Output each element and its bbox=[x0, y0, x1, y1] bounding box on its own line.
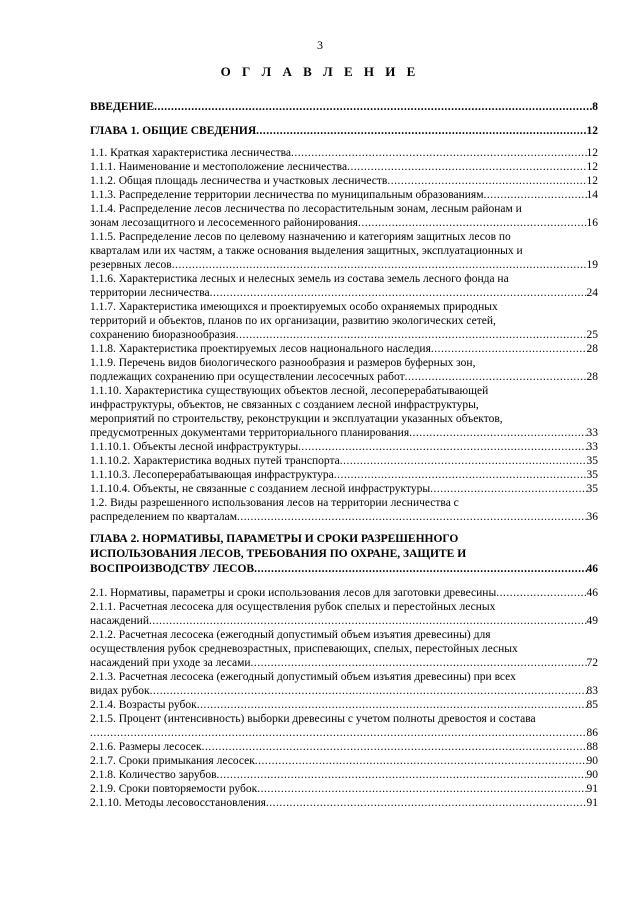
dot-leader bbox=[150, 684, 587, 698]
dot-leader bbox=[347, 160, 586, 174]
toc-entry-text: территории лесничества bbox=[90, 287, 210, 299]
toc-entry-text: инфраструктуры, объектов, не связанных с созданием лесной инфраструктуры, bbox=[90, 399, 479, 411]
toc-entry-text: 2.1.5. Процент (интенсивность) выборки древесины с учетом полноты древостоя и состава bbox=[90, 713, 536, 725]
toc-entry[interactable] bbox=[90, 600, 598, 628]
toc-page-number: 19 bbox=[586, 259, 598, 271]
toc-entry[interactable] bbox=[90, 100, 598, 114]
dot-leader bbox=[409, 426, 586, 440]
toc-entry-text: 1.1.1. Наименование и местоположение лесничества bbox=[90, 161, 348, 173]
toc-entry-text: 1.1.10. Характеристика существующих объектов лесной, лесоперерабатывающей bbox=[90, 385, 489, 397]
toc-entry-text: 1.1.6. Характеристика лесных и нелесных земель из состава земель лесного фонда на bbox=[90, 273, 509, 285]
toc-entry-text: 1.1.8. Характеристика проектируемых лесов национального наследия bbox=[90, 343, 431, 355]
toc-entry-text: насаждений bbox=[90, 615, 149, 627]
dot-leader bbox=[172, 258, 587, 272]
toc-entry[interactable] bbox=[90, 342, 598, 356]
toc-entry-text: ГЛАВА 1. ОБЩИЕ СВЕДЕНИЯ bbox=[90, 125, 257, 137]
toc-page-number: 28 bbox=[586, 371, 598, 383]
dot-leader bbox=[149, 614, 587, 628]
toc-entry-text: 2.1.2. Расчетная лесосека (ежегодный допустимый объем изъятия древесины) для bbox=[90, 629, 491, 641]
toc-entry-text: 2.1.4. Возрасты рубок bbox=[90, 699, 197, 711]
toc-entry[interactable] bbox=[90, 160, 598, 174]
toc-page-number: 12 bbox=[586, 175, 598, 187]
dot-leader bbox=[387, 174, 586, 188]
toc-page-number: 88 bbox=[586, 741, 598, 753]
dot-leader bbox=[257, 782, 586, 796]
toc-entry-text: ВВЕДЕНИЕ bbox=[90, 101, 155, 113]
toc-entry[interactable] bbox=[90, 482, 598, 496]
toc-page-number: 14 bbox=[586, 189, 598, 201]
toc-page-number: 12 bbox=[586, 161, 598, 173]
toc-entry[interactable] bbox=[90, 202, 598, 230]
toc-entry-text: 1.1.3. Распределение территории лесничества по муниципальным образованиям bbox=[90, 189, 484, 201]
toc-page-number: 8 bbox=[592, 101, 598, 113]
toc-page-number: 28 bbox=[586, 343, 598, 355]
toc-page-number: 90 bbox=[586, 769, 598, 781]
toc-entry[interactable] bbox=[90, 356, 598, 384]
dot-leader bbox=[255, 754, 587, 768]
dot-leader bbox=[197, 698, 587, 712]
dot-leader bbox=[340, 454, 587, 468]
toc-entry[interactable] bbox=[90, 754, 598, 768]
toc-page-number: 46 bbox=[586, 563, 598, 575]
toc-page-number: 91 bbox=[586, 783, 598, 795]
dot-leader bbox=[430, 482, 586, 496]
toc-entry-text: 2.1. Нормативы, параметры и сроки использования лесов для заготовки древесины bbox=[90, 587, 497, 599]
toc-page-number: 33 bbox=[586, 441, 598, 453]
dot-leader bbox=[266, 796, 587, 810]
dot-leader bbox=[210, 286, 587, 300]
toc-page-number: 85 bbox=[586, 699, 598, 711]
toc-entry[interactable] bbox=[90, 146, 598, 160]
toc-page-number: 83 bbox=[586, 685, 598, 697]
toc-entry-text: 1.2. Виды разрешенного использования лесов на территории лесничества с bbox=[90, 497, 459, 509]
toc-entry-text: 1.1.5. Распределение лесов по целевому назначению и категориям защитных лесов по bbox=[90, 231, 511, 243]
toc-entry[interactable] bbox=[90, 384, 598, 440]
toc-entry[interactable] bbox=[90, 698, 598, 712]
toc-page-number: 16 bbox=[586, 217, 598, 229]
toc-page-number: 90 bbox=[586, 755, 598, 767]
dot-leader bbox=[90, 726, 587, 740]
toc-entry[interactable] bbox=[90, 670, 598, 698]
toc-page-number: 25 bbox=[586, 329, 598, 341]
toc-entry-text: резервных лесов bbox=[90, 259, 172, 271]
toc-entry-text: ВОСПРОИЗВОДСТВУ ЛЕСОВ bbox=[90, 563, 255, 575]
toc-entry-text: 1.1.9. Перечень видов биологического разнообразия и размеров буферных зон, bbox=[90, 357, 476, 369]
dot-leader bbox=[291, 146, 587, 160]
toc-entry-text: 1.1.10.2. Характеристика водных путей транспорта bbox=[90, 455, 340, 467]
toc-entry-text: 2.1.10. Методы лесовосстановления bbox=[90, 797, 266, 809]
toc-entry-text: 1.1.10.1. Объекты лесной инфраструктуры bbox=[90, 441, 299, 453]
toc-entry-text: 1.1.4. Распределение лесов лесничества по лесорастительным зонам, лесным районам и bbox=[90, 203, 522, 215]
toc-page-number: 46 bbox=[586, 587, 598, 599]
toc-entry-text: 2.1.7. Сроки примыкания лесосек bbox=[90, 755, 255, 767]
toc-entry[interactable] bbox=[90, 188, 598, 202]
toc-entry[interactable] bbox=[90, 230, 598, 272]
toc-entry-text: насаждений при уходе за лесами bbox=[90, 657, 251, 669]
toc-entry-text: 1.1. Краткая характеристика лесничества bbox=[90, 147, 291, 159]
toc-page-number: 24 bbox=[586, 287, 598, 299]
dot-leader bbox=[431, 342, 587, 356]
toc-page-number: 91 bbox=[586, 797, 598, 809]
dot-leader bbox=[154, 100, 592, 114]
toc-entry-text: сохранению биоразнообразия bbox=[90, 329, 236, 341]
toc-entry[interactable] bbox=[90, 532, 598, 576]
toc-entry[interactable] bbox=[90, 174, 598, 188]
toc-entry-text: видах рубок bbox=[90, 685, 150, 697]
toc-page-number: 86 bbox=[586, 727, 598, 739]
dot-leader bbox=[496, 586, 586, 600]
toc-entry-text: 2.1.1. Расчетная лесосека для осуществления рубок спелых и перестойных лесных bbox=[90, 601, 496, 613]
dot-leader bbox=[405, 370, 587, 384]
toc-entry-text: зонам лесозащитного и лесосеменного районирования bbox=[90, 217, 358, 229]
toc-entry-text: 1.1.2. Общая площадь лесничества и участковых лесничеств bbox=[90, 175, 388, 187]
dot-leader bbox=[334, 468, 587, 482]
toc-entry-text: кварталам или их частям, а также основания выделения защитных, эксплуатационных и bbox=[90, 245, 523, 257]
toc-entry[interactable] bbox=[90, 468, 598, 482]
toc-entry-text: 1.1.10.4. Объекты, не связанные с созданием лесной инфраструктуры bbox=[90, 483, 431, 495]
toc-entry-text: 2.1.3. Расчетная лесосека (ежегодный допустимый объем изъятия древесины) при всех bbox=[90, 671, 516, 683]
toc-entry[interactable] bbox=[90, 586, 598, 600]
toc-page-number: 35 bbox=[586, 483, 598, 495]
toc-entry-text: 2.1.6. Размеры лесосек bbox=[90, 741, 202, 753]
dot-leader bbox=[483, 188, 586, 202]
dot-leader bbox=[217, 768, 587, 782]
toc-entry-text: 2.1.8. Количество зарубов bbox=[90, 769, 217, 781]
toc-entry-text: осуществления рубок средневозрастных, приспевающих, спелых, перестойных лесных bbox=[90, 643, 518, 655]
toc-entry-text: подлежащих сохранению при осуществлении лесосечных работ bbox=[90, 371, 405, 383]
toc-entry[interactable] bbox=[90, 272, 598, 300]
toc-entry[interactable] bbox=[90, 454, 598, 468]
page-number: 3 bbox=[317, 38, 323, 52]
dot-leader bbox=[202, 740, 587, 754]
toc-entry[interactable] bbox=[90, 628, 598, 670]
toc-page-number: 72 bbox=[586, 657, 598, 669]
toc-page-number: 36 bbox=[586, 511, 598, 523]
toc-page-number: 35 bbox=[586, 455, 598, 467]
dot-leader bbox=[256, 124, 586, 138]
toc-entry[interactable] bbox=[90, 712, 598, 740]
toc-entry[interactable] bbox=[90, 796, 598, 810]
toc-entry-text: предусмотренных документами территориального планирования bbox=[90, 427, 410, 439]
toc-entry-text: 1.1.10.3. Лесоперерабатывающая инфраструктура bbox=[90, 469, 334, 481]
toc-entry[interactable] bbox=[90, 300, 598, 342]
dot-leader bbox=[254, 562, 586, 576]
dot-leader bbox=[298, 440, 586, 454]
toc-entry-text: распределением по кварталам bbox=[90, 511, 238, 523]
toc-page-number: 12 bbox=[586, 147, 598, 159]
dot-leader bbox=[237, 510, 586, 524]
toc-page-number: 12 bbox=[586, 125, 598, 137]
toc-entry-text: территорий и объектов, планов по их организации, развитию экологических сетей, bbox=[90, 315, 496, 327]
toc-entry[interactable] bbox=[90, 440, 598, 454]
toc-page-number: 49 bbox=[586, 615, 598, 627]
toc-entry[interactable] bbox=[90, 496, 598, 524]
toc-entry[interactable] bbox=[90, 768, 598, 782]
dot-leader bbox=[251, 656, 587, 670]
toc-entry[interactable] bbox=[90, 740, 598, 754]
toc-entry-text: 1.1.7. Характеристика имеющихся и проектируемых особо охраняемых природных bbox=[90, 301, 498, 313]
toc-entry-text: мероприятий по строительству, реконструкции и эксплуатации указанных объектов, bbox=[90, 413, 503, 425]
toc-entry[interactable] bbox=[90, 782, 598, 796]
toc-entry-text: ГЛАВА 2. НОРМАТИВЫ, ПАРАМЕТРЫ И СРОКИ РАЗРЕШЕННОГО bbox=[90, 533, 459, 545]
toc-page-number: 35 bbox=[586, 469, 598, 481]
toc-page-number: 33 bbox=[586, 427, 598, 439]
toc-entry[interactable] bbox=[90, 124, 598, 138]
toc-title: О Г Л А В Л Е Н И Е bbox=[220, 64, 420, 79]
toc-entry-text: 2.1.9. Сроки повторяемости рубок bbox=[90, 783, 258, 795]
dot-leader bbox=[358, 216, 587, 230]
dot-leader bbox=[236, 328, 587, 342]
toc-entry-text: ИСПОЛЬЗОВАНИЯ ЛЕСОВ, ТРЕБОВАНИЯ ПО ОХРАНЕ, ЗАЩИТЕ И bbox=[90, 548, 467, 560]
